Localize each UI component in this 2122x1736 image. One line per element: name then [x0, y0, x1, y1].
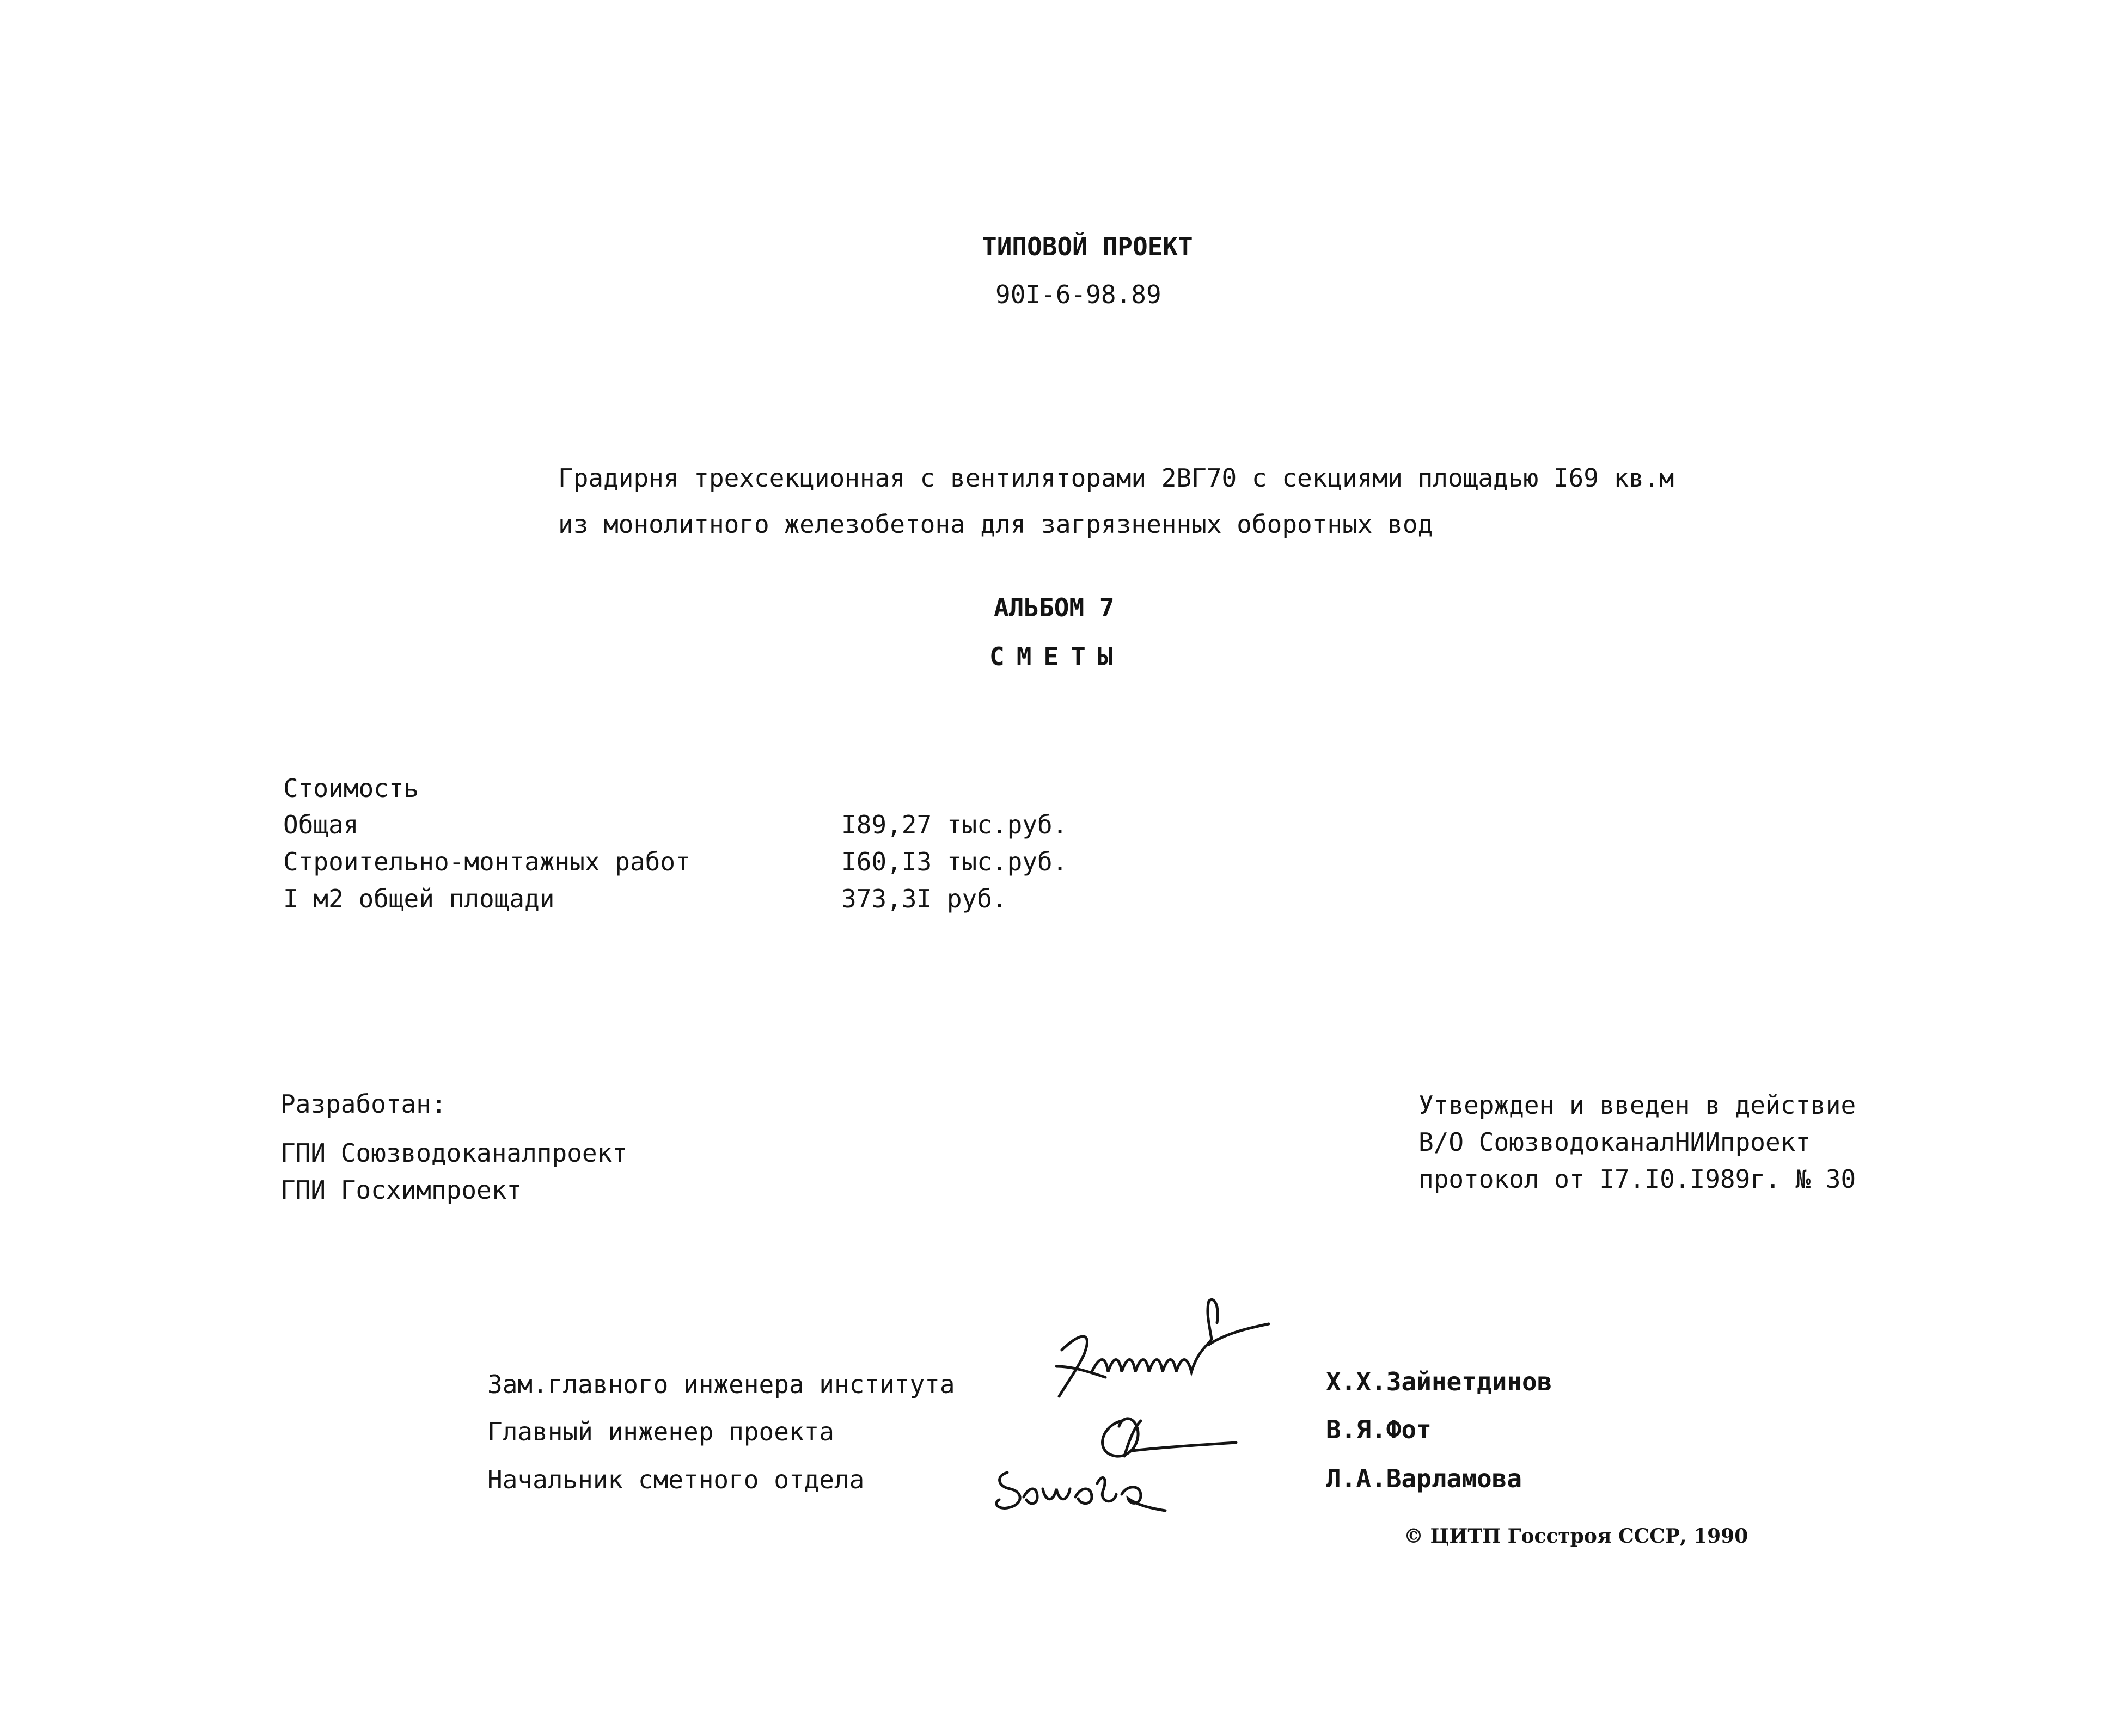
- cost-value-per-m2: 373,3I руб.: [841, 884, 1007, 913]
- signature-3-image: [986, 1451, 1187, 1522]
- album-label: АЛЬБОМ 7: [994, 593, 1115, 622]
- developer-org-2: ГПИ Госхимпроект: [280, 1175, 522, 1205]
- description-line-2: из монолитного железобетона для загрязненных оборотных вод: [558, 510, 1433, 539]
- approved-line-3: протокол от I7.I0.I989г. № 30: [1418, 1164, 1856, 1194]
- signatory-name-1: Х.Х.Зайнетдинов: [1326, 1367, 1552, 1396]
- signatory-position-3: Начальник сметного отдела: [487, 1465, 865, 1494]
- description-line-1: Градирня трехсекционная с вентиляторами 2ВГ70 с секциями площадью I69 кв.м: [558, 463, 1674, 493]
- project-code: 90I-6-98.89: [995, 280, 1161, 309]
- cost-label-construction: Строительно-монтажных работ: [283, 847, 690, 876]
- cost-label-per-m2: I м2 общей площади: [283, 884, 555, 913]
- cost-value-total: I89,27 тыс.руб.: [841, 810, 1068, 839]
- developed-heading: Разработан:: [280, 1089, 447, 1119]
- signatory-position-2: Главный инженер проекта: [487, 1417, 834, 1446]
- signature-1-image: [1045, 1290, 1280, 1410]
- cost-heading: Стоимость: [283, 774, 419, 803]
- approved-line-2: В/О СоюзводоканалНИИпроект: [1418, 1127, 1811, 1157]
- copyright-notice: © ЦИТП Госстроя СССР, 1990: [1404, 1525, 1748, 1548]
- signatory-name-3: Л.А.Варламова: [1326, 1464, 1522, 1493]
- signatory-name-2: В.Я.Фот: [1326, 1415, 1432, 1444]
- album-title: СМЕТЫ: [989, 642, 1125, 671]
- signatory-position-1: Зам.главного инженера института: [487, 1370, 955, 1399]
- approved-line-1: Утвержден и введен в действие: [1418, 1090, 1856, 1120]
- cost-label-total: Общая: [283, 810, 359, 839]
- project-type-title: ТИПОВОЙ ПРОЕКТ: [982, 232, 1193, 261]
- developer-org-1: ГПИ Союзводоканалпроект: [280, 1138, 627, 1168]
- cost-value-construction: I60,I3 тыс.руб.: [841, 847, 1068, 876]
